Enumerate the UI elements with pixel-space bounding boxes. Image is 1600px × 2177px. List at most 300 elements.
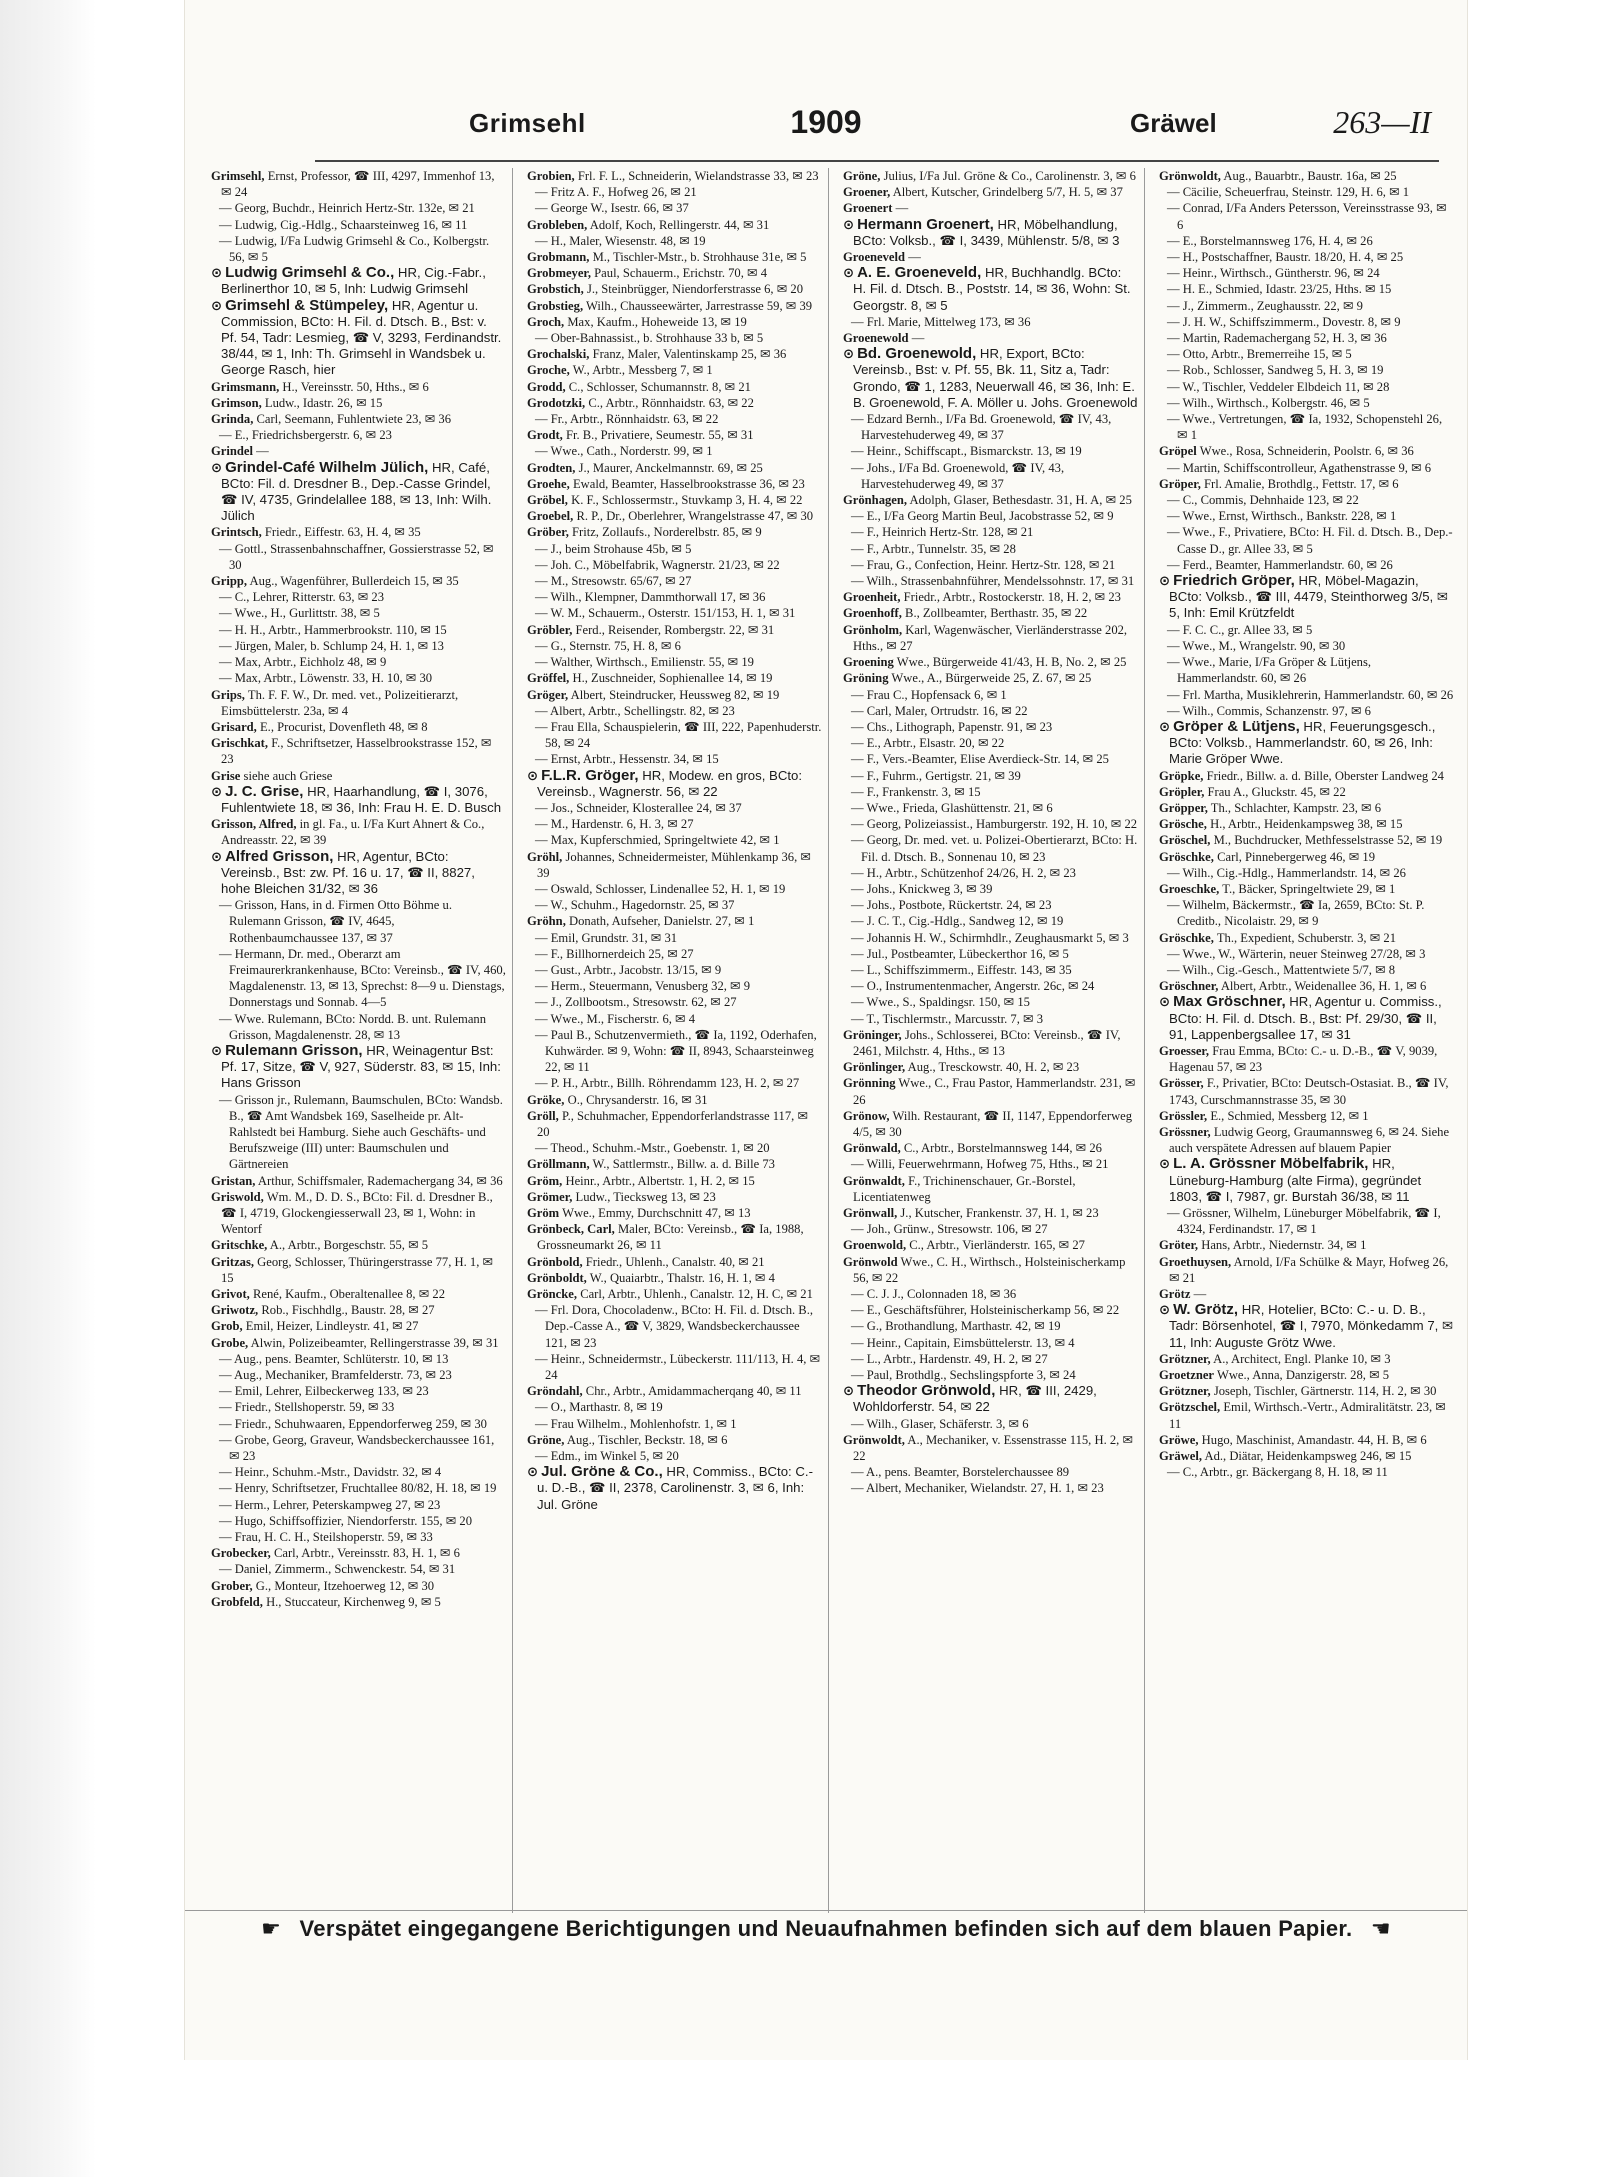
directory-entry [527,249,822,265]
entry-name: Grinda, [211,412,254,427]
directory-entry [1159,1383,1454,1399]
directory-entry [527,1448,822,1464]
entry-text: W., Arbtr., Messberg 7, ✉ 1 [572,363,713,378]
page-header [185,98,1467,146]
directory-entry [843,946,1138,962]
entry-name: Ludwig Grimsehl & Co., [225,264,395,282]
column-2 [521,168,829,1913]
directory-entry [1159,1432,1454,1448]
directory-entry [211,1480,506,1496]
entry-text: Friedr., Arbtr., Rostockerstr. 18, H. 2, ✉ 23 [903,590,1121,605]
directory-entry [1159,1237,1454,1253]
entry-text: R. P., Dr., Oberlehrer, Wrangelstrasse 47, ✉ 30 [576,509,814,524]
entry-text: Ferd., Reisender, Rombergstr. 22, ✉ 31 [575,622,775,637]
directory-entry [527,298,822,314]
entry-text: Joseph, Tischler, Gärtnerstr. 114, H. 2, ✉ 30 [1213,1384,1437,1399]
entry-text: — Fr., Arbtr., Rönnhaidstr. 63, ✉ 22 [535,412,719,427]
entry-text: — P. H., Arbtr., Billh. Röhrendamm 123, H. 2, ✉ 27 [535,1076,800,1091]
directory-entry [527,1302,822,1351]
entry-text: — Hugo, Schiffsoffizier, Niendorferstr. 155, ✉ 20 [219,1513,473,1528]
entry-text: — G., Sternstr. 75, H. 8, ✉ 6 [535,638,681,653]
entry-name: Gröbler, [527,622,573,637]
directory-entry [843,1480,1138,1496]
entry-text: A., Arbtr., Borgeschstr. 55, ✉ 5 [269,1238,429,1253]
entry-text: — [908,250,921,265]
entry-text: Wwe., C., Frau Pastor, Hammerlandstr. 231, ✉ 26 [853,1076,1136,1107]
entry-name: Grobmeyer, [527,266,592,281]
entry-text: — [256,444,269,459]
directory-entry [527,217,822,233]
entry-text: — Heinr., Schuhm.-Mstr., Davidstr. 32, ✉ 4 [219,1465,442,1480]
entry-name: Grönwold [843,1254,898,1269]
entry-text: — J., beim Strohause 45b, ✉ 5 [535,541,692,556]
entry-text: W., Quaiarbtr., Thalstr. 16, H. 1, ✉ 4 [589,1270,775,1285]
entry-name: Grobmann, [527,250,590,265]
entry-text: — Chs., Lithograph, Papenstr. 91, ✉ 23 [851,719,1053,734]
entry-name: Gröninger, [843,1027,902,1042]
directory-entry [527,1011,822,1027]
entry-text: Adolph, Glaser, Bethesdastr. 31, H. A, ✉ 25 [909,493,1132,508]
entry-name: Gröper, [1159,476,1201,491]
directory-entry [1159,849,1454,865]
entry-name: Gröschke, [1159,849,1214,864]
firm-register-icon: ⊙ [1159,994,1171,1010]
entry-text: — Heinr., Schiffscapt., Bismarckstr. 13, ✉ 19 [851,444,1082,459]
entry-text: — Edm., im Winkel 5, ✉ 20 [535,1449,679,1464]
firm-entry [843,265,1138,314]
directory-entry [527,1351,822,1383]
entry-text: — H., Arbtr., Schützenhof 24/26, H. 2, ✉ 23 [851,865,1076,880]
entry-text: — Wilh., Strassenbahnführer, Mendelssohnstr. 17, ✉ 31 [851,574,1135,589]
entry-name: Grisard, [211,719,257,734]
entry-text: HR, Hotelier, BCto: C.- u. D. B., Tadr: Börsenhotel, ☎ I, 7970, Mönkedamm 7, ✉ 11, Inh: Auguste Grötz Wwe. [1169,1302,1454,1350]
entry-text: Wwe., A., Bürgerweide 25, Z. 67, ✉ 25 [891,671,1092,686]
entry-text: — Frau C., Hopfensack 6, ✉ 1 [851,687,1007,702]
directory-entry [211,735,506,767]
entry-text: — Ferd., Beamter, Hammerlandstr. 60, ✉ 26 [1167,557,1393,572]
entry-text: A., Mechaniker, v. Essenstrasse 115, H. 2, ✉ 22 [853,1432,1134,1464]
entry-text: — O., Instrumentenmacher, Angerstr. 26c, ✉ 24 [851,979,1095,994]
directory-entry [1159,654,1454,686]
entry-text: — Friedr., Stellshoperstr. 59, ✉ 33 [219,1400,395,1415]
entry-text: H., Stuccateur, Kirchenweg 9, ✉ 5 [266,1594,441,1609]
firm-entry [211,460,506,525]
firm-register-icon: ⊙ [1159,1156,1171,1172]
entry-text: Arthur, Schiffsmaler, Rademachergang 34, ✉ 36 [257,1173,503,1188]
entry-text: Karl, Wagenwäscher, Vierländerstrasse 202, Hths., ✉ 27 [853,622,1128,653]
directory-entry [527,962,822,978]
entry-name: Groenewold [843,331,909,346]
entry-text: E., Schmied, Messberg 12, ✉ 1 [1210,1108,1369,1123]
directory-entry [527,1399,822,1415]
directory-entry [211,443,506,459]
directory-entry [527,719,822,751]
directory-entry [527,1286,822,1302]
entry-name: Grimson, [211,395,262,410]
entry-name: Grindel-Café Wilhelm Jülich, [225,458,429,476]
entry-name: Grönhagen, [843,493,908,508]
directory-entry [527,897,822,913]
directory-entry [1159,1367,1454,1383]
entry-text: — Wwe., Cath., Norderstr. 99, ✉ 1 [535,444,713,459]
directory-entry [843,492,1138,508]
entry-text: M., Tischler-Mstr., b. Strohhause 31e, ✉ 5 [592,250,807,265]
entry-name: Grober, [211,1578,253,1593]
entry-text: Wwe., C. H., Wirthsch., Holsteinischerkamp 56, ✉ 22 [853,1254,1126,1285]
firm-entry [1159,719,1454,768]
entry-text: Th., Schlachter, Kampstr. 23, ✉ 6 [1210,800,1382,815]
entry-text: Carl, Arbtr., Vereinsstr. 83, H. 1, ✉ 6 [273,1546,460,1561]
firm-register-icon: ⊙ [1159,573,1171,589]
directory-entry [1159,1351,1454,1367]
entry-text: Ludw., Tiecksweg 13, ✉ 23 [575,1189,716,1204]
directory-entry [211,1237,506,1253]
firm-entry [211,298,506,379]
entry-name: Grobecker, [211,1546,271,1561]
directory-entry [527,314,822,330]
directory-entry [1159,298,1454,314]
entry-text: O., Chrysanderstr. 16, ✉ 31 [567,1092,708,1107]
directory-entry [211,1497,506,1513]
directory-entry [527,589,822,605]
entry-name: Grötz [1159,1287,1191,1302]
directory-entry [1159,200,1454,232]
entry-text: — Albert, Mechaniker, Wielandstr. 27, H. 1, ✉ 23 [851,1481,1104,1496]
directory-entry [211,1351,506,1367]
entry-name: Grönboldt, [527,1270,587,1285]
directory-entry [211,605,506,621]
entry-text: Wwe., Anna, Danzigerstr. 28, ✉ 5 [1216,1368,1390,1383]
directory-entry [1159,1286,1454,1302]
entry-text: — Paul B., Schutzenvermieth., ☎ Ia, 1192, Oderhafen, Kuhwärder. ✉ 9, Wohn: ☎ II, 8943, Schaarsteinweg 22, ✉ 11 [535,1027,817,1075]
directory-entry [527,930,822,946]
entry-text: Wwe., Rosa, Schneiderin, Poolstr. 6, ✉ 36 [1199,444,1414,459]
entry-text: — Ludwig, I/Fa Ludwig Grimsehl & Co., Kolbergstr. 56, ✉ 5 [219,233,490,265]
entry-text: — Wilh., Commis, Schanzenstr. 97, ✉ 6 [1167,703,1371,718]
entry-text: HR, ☎ III, 2429, Wohldorferstr. 54, ✉ 22 [853,1383,1097,1415]
entry-text: — Wwe., M., Fischerstr. 6, ✉ 4 [535,1011,696,1026]
directory-entry [843,1205,1138,1221]
entry-name: Gröschke, [1159,930,1214,945]
entry-text: Frl. F. L., Schneiderin, Wielandstrasse 33, ✉ 23 [577,169,819,183]
entry-text: — C., Lehrer, Ritterstr. 63, ✉ 23 [219,590,384,605]
directory-entry [843,1108,1138,1140]
entry-text: Fritz, Zollaufs., Norderelbstr. 85, ✉ 9 [572,525,762,540]
directory-entry [1159,784,1454,800]
entry-text: — [911,331,925,346]
entry-text: — Frl. Martha, Musiklehrerin, Hammerlandstr. 60, ✉ 26 [1167,687,1454,702]
directory-entry [843,768,1138,784]
directory-entry [211,1318,506,1334]
firm-entry [843,346,1138,411]
entry-text: René, Kaufm., Oberaltenallee 8, ✉ 22 [252,1287,446,1302]
directory-entry [211,1189,506,1238]
directory-entry [843,573,1138,589]
entry-name: Grodd, [527,379,566,394]
entry-text: — Wwe., M., Wrangelstr. 90, ✉ 30 [1167,638,1346,653]
entry-text: Wilh. Restaurant, ☎ II, 1147, Eppendorferweg 4/5, ✉ 30 [853,1108,1133,1139]
directory-entry [211,1367,506,1383]
directory-entry [527,573,822,589]
entry-text: — A., pens. Beamter, Borstelerchaussee 89 [851,1465,1070,1480]
directory-entry [843,1351,1138,1367]
entry-text: F., Privatier, BCto: Deutsch-Ostasiat. B., ☎ IV, 1743, Curschmannstrasse 35, ✉ 30 [1169,1076,1449,1107]
directory-entry [211,897,506,946]
directory-entry [211,946,506,1011]
entry-text: J., Steinbrügger, Niendorferstrasse 6, ✉ 20 [586,282,804,297]
directory-entry [1159,411,1454,443]
entry-name: Grönwall, [843,1206,898,1220]
entry-text: — Max, Kupferschmied, Springeltwiete 42, ✉ 1 [535,833,780,848]
entry-text: Johannes, Schneidermeister, Mühlenkamp 36, ✉ 39 [537,849,811,880]
directory-entry [527,460,822,476]
entry-name: Gröper & Lütjens, [1173,717,1300,735]
entry-name: Groenhoff, [843,606,902,621]
page-number: 263—II [1333,104,1431,140]
entry-text: — Wwe., Ernst, Wirthsch., Bankstr. 228, ✉ 1 [1167,509,1397,524]
header-rule [315,160,1439,162]
directory-entry [1159,832,1454,848]
entry-name: L. A. Grössner Möbelfabrik, [1173,1155,1369,1173]
entry-text: — Herm., Lehrer, Peterskampweg 27, ✉ 23 [219,1497,441,1512]
directory-entry [211,1513,506,1529]
directory-entry [211,200,506,216]
directory-entry [1159,687,1454,703]
directory-entry [843,1140,1138,1156]
entry-text: K. F., Schlossermstr., Stuvkamp 3, H. 4, ✉ 22 [571,493,803,508]
directory-entry [843,249,1138,265]
entry-text: — Jürgen, Maler, b. Schlump 24, H. 1, ✉ 13 [219,638,444,653]
directory-entry [211,638,506,654]
directory-entry [527,233,822,249]
directory-entry [527,800,822,816]
entry-name: Gritschke, [211,1238,268,1253]
directory-entry [1159,330,1454,346]
entry-name: Grönholm, [843,622,903,637]
entry-text: — Wwe., S., Spaldingsr. 150, ✉ 15 [851,995,1030,1010]
entry-text: — Johannis H. W., Schirmhdlr., Zeughausmarkt 5, ✉ 3 [851,930,1129,945]
directory-entry [1159,524,1454,556]
entry-text: — M., Stresowstr. 65/67, ✉ 27 [535,574,692,589]
entry-name: Grönwoldt, [843,1432,905,1447]
entry-name: W. Grötz, [1173,1301,1239,1319]
entry-name: Grösche, [1159,817,1207,832]
entry-text: — Hermann, Dr. med., Oberarzt am Freimaurerkrankenhause, BCto: Vereinsb., ☎ IV, 460, Magdalenenstr. 13, ✉ 13, Sprechst: 8—9 u. Dienstags, Donnerstags und Sonnab. 4—5 [219,946,506,1010]
directory-entry [843,703,1138,719]
column-3 [837,168,1145,1913]
directory-entry [843,751,1138,767]
firm-entry [1159,1302,1454,1351]
entry-name: Grischkat, [211,736,269,751]
directory-entry [527,427,822,443]
directory-entry [527,541,822,557]
entry-text: — Aug., pens. Beamter, Schlüterstr. 10, ✉ 13 [219,1351,449,1366]
entry-text: Friedr., Billw. a. d. Bille, Oberster Landweg 24 [1206,768,1444,783]
directory-entry [527,1189,822,1205]
firm-register-icon: ⊙ [1159,718,1171,734]
entry-text: J., Kutscher, Frankenstr. 37, H. 1, ✉ 23 [900,1206,1099,1220]
directory-entry [527,687,822,703]
entry-text: Paul, Schauerm., Erichstr. 70, ✉ 4 [594,266,768,281]
directory-entry [211,719,506,735]
entry-text: — F., Fuhrm., Gertigstr. 21, ✉ 39 [851,768,1021,783]
directory-entry [843,589,1138,605]
entry-text: HR, Export, BCto: Vereinsb., Bst: v. Pf. 55, Bk. 11, Sitz a, Tadr: Grondo, ☎ 1, 1283, Neuerwall 46, ✉ 36, Inh: E. B. Groenewold, F. A. Möller u. Johs. Groenewold [853,346,1138,410]
directory-entry [1159,362,1454,378]
directory-entry [1159,265,1454,281]
directory-entry [1159,476,1454,492]
entry-name: Grössner, [1159,1124,1211,1139]
directory-entry [1159,1205,1454,1237]
directory-entry [527,1383,822,1399]
entry-text: B., Zollbeamter, Berthastr. 35, ✉ 22 [905,606,1088,621]
entry-text: H., Vereinsstr. 50, Hths., ✉ 6 [282,379,429,394]
entry-text: — F. C. C., gr. Allee 33, ✉ 5 [1167,622,1313,637]
entry-text: T., Bäcker, Springeltwiete 29, ✉ 1 [1222,881,1396,896]
entry-text: Frau A., Gluckstr. 45, ✉ 22 [1207,784,1346,799]
directory-entry [527,913,822,929]
entry-name: Grimsehl & Stümpeley, [225,296,389,314]
directory-entry [843,411,1138,443]
firm-register-icon: ⊙ [527,1464,539,1480]
directory-entry [527,557,822,573]
entry-text: — F., Heinrich Hertz-Str. 128, ✉ 21 [851,525,1034,540]
directory-entry [211,1432,506,1464]
entry-text: — [895,201,909,216]
entry-text: — Fritz A. F., Hofweg 26, ✉ 21 [535,185,697,200]
entry-text: Wm. M., D. D. S., BCto: Fil. d. Dresdner B., ☎ I, 4719, Glockengiesserwall 23, ✉ 1, Wohn: in Wentorf [221,1189,493,1237]
entry-name: Grötzner, [1159,1384,1211,1399]
directory-entry [211,1383,506,1399]
firm-entry [527,768,822,800]
directory-entry [527,200,822,216]
header-right-word: Gräwel [1130,108,1217,138]
directory-entry [843,1367,1138,1383]
entry-text: HR, Modew. en gros, BCto: Vereinsb., Wagnerstr. 56, ✉ 22 [537,767,803,799]
entry-text: — Willi, Feuerwehrmann, Hofweg 75, Hths., ✉ 21 [851,1157,1109,1172]
entry-text: Maler, BCto: Vereinsb., ☎ Ia, 1988, Grossneumarkt 26, ✉ 11 [537,1222,804,1253]
entry-name: Gröger, [527,687,569,702]
directory-entry [527,816,822,832]
entry-text: Frau Emma, BCto: C.- u. D.-B., ☎ V, 9039, Hagenau 57, ✉ 23 [1169,1043,1438,1075]
entry-text: — Frl. Marie, Mittelweg 173, ✉ 36 [851,314,1031,329]
directory-entry [527,1156,822,1172]
entry-text: — W. M., Schauerm., Osterstr. 151/153, H. 1, ✉ 31 [535,606,796,621]
entry-text: — Grisson, Hans, in d. Firmen Otto Böhme u. Rulemann Grisson, ☎ IV, 4645, Rothenbaumchaussee 137, ✉ 37 [219,898,452,945]
entry-text: Aug., Wagenführer, Bullerdeich 15, ✉ 35 [249,574,459,589]
directory-entry [527,849,822,881]
directory-entry [843,1059,1138,1075]
entry-text: — H. H., Arbtr., Hammerbrookstr. 110, ✉ 15 [219,622,447,637]
directory-entry [211,1335,506,1351]
footer-notice: Verspätet eingegangene Berichtigungen und Neuaufnahmen befinden sich auf dem blauen Papier. [299,1916,1353,1941]
entry-text: Carl, Pinnebergerweg 46, ✉ 19 [1217,849,1375,864]
entry-name: Gröffel, [527,671,570,686]
entry-text: siehe auch Griese [243,768,333,783]
directory-entry [1159,703,1454,719]
entry-name: Alfred Grisson, [225,847,334,865]
entry-name: Grötzner, [1159,1351,1211,1366]
firm-register-icon: ⊙ [211,848,223,864]
directory-entry [843,881,1138,897]
entry-text: — Theod., Schuhm.-Mstr., Goebenstr. 1, ✉ 20 [535,1141,770,1156]
entry-text: — Wwe., W., Wärterin, neuer Steinweg 27/28, ✉ 3 [1167,946,1426,961]
directory-entry [211,654,506,670]
directory-entry [527,978,822,994]
entry-text: — Johs., Knickweg 3, ✉ 39 [851,881,993,896]
directory-entry [843,735,1138,751]
entry-name: Max Gröschner, [1173,993,1286,1011]
entry-text: — Daniel, Zimmerm., Schwenckestr. 54, ✉ 31 [219,1562,456,1577]
entry-name: Gröhl, [527,849,563,864]
directory-entry [211,687,506,719]
entry-name: Grönow, [843,1108,890,1123]
entry-text: C., Arbtr., Vierländerstr. 165, ✉ 27 [909,1238,1085,1253]
directory-entry [211,1561,506,1577]
directory-entry [211,524,506,540]
entry-text: — E., Friedrichsbergerstr. 6, ✉ 23 [219,428,392,443]
entry-text: Th. F. F. W., Dr. med. vet., Polizeitierarzt, Eimsbüttelerstr. 23a, ✉ 4 [221,687,459,718]
directory-entry [843,314,1138,330]
entry-text: HR, Café, BCto: Fil. d. Dresdner B., Dep.-Casse Grindel, ☎ IV, 4735, Grindelallee 188, ✉ 13, Inh: Wilh. Jülich [221,459,492,524]
directory-entry [211,1545,506,1561]
directory-entry [843,1221,1138,1237]
directory-entry [1159,622,1454,638]
entry-text: Albert, Steindrucker, Heussweg 82, ✉ 19 [570,687,780,702]
entry-text: — C. J. J., Colonnaden 18, ✉ 36 [851,1287,1017,1302]
entry-name: Grobstieg, [527,298,584,313]
directory-entry [527,524,822,540]
directory-entry [211,1302,506,1318]
entry-text: — W., Tischler, Veddeler Elbdeich 11, ✉ 28 [1167,379,1390,394]
firm-register-icon: ⊙ [843,265,855,281]
entry-name: Bd. Groenewold, [857,345,977,363]
directory-entry [527,346,822,362]
directory-entry [527,638,822,654]
entry-text: Aug., Tresckowstr. 40, H. 2, ✉ 23 [907,1060,1080,1075]
directory-entry [843,1302,1138,1318]
entry-text: — Frl. Dora, Chocoladenw., BCto: H. Fil. d. Dtsch. B., Dep.-Casse A., ☎ V, 3829, Wandsbeckerchaussee 121, ✉ 23 [535,1303,813,1350]
directory-entry [843,1318,1138,1334]
directory-entry [211,411,506,427]
directory-entry [843,816,1138,832]
directory-entry [211,1529,506,1545]
entry-name: Grintsch, [211,525,262,540]
directory-entry [843,784,1138,800]
entry-name: Grimsmann, [211,379,280,394]
entry-text: in gl. Fa., u. I/Fa Kurt Ahnert & Co., Andreasstr. 22, ✉ 39 [221,817,485,848]
entry-text: Wilh., Chausseewärter, Jarrestrasse 59, ✉ 39 [586,298,813,313]
entry-text: M., Buchdrucker, Methfesselstrasse 52, ✉ 19 [1213,833,1443,848]
entry-name: Groetzner [1159,1368,1215,1383]
directory-entry [843,654,1138,670]
entry-name: Groehe, [527,476,570,491]
directory-entry [843,994,1138,1010]
directory-entry [527,476,822,492]
directory-entry [843,557,1138,573]
entry-text: — Wilh., Cig.-Hdlg., Hammerlandstr. 14, ✉ 26 [1167,865,1406,880]
entry-name: Grönwald, [843,1141,901,1156]
directory-entry [843,930,1138,946]
firm-entry [843,1383,1138,1415]
directory-entry [1159,946,1454,962]
entry-name: Groche, [527,363,570,378]
entry-name: Friedrich Gröper, [1173,572,1295,590]
entry-text: — Emil, Lehrer, Eilbeckerweg 133, ✉ 23 [219,1384,429,1399]
directory-entry [1159,395,1454,411]
directory-entry [211,395,506,411]
column-4 [1153,168,1460,1913]
